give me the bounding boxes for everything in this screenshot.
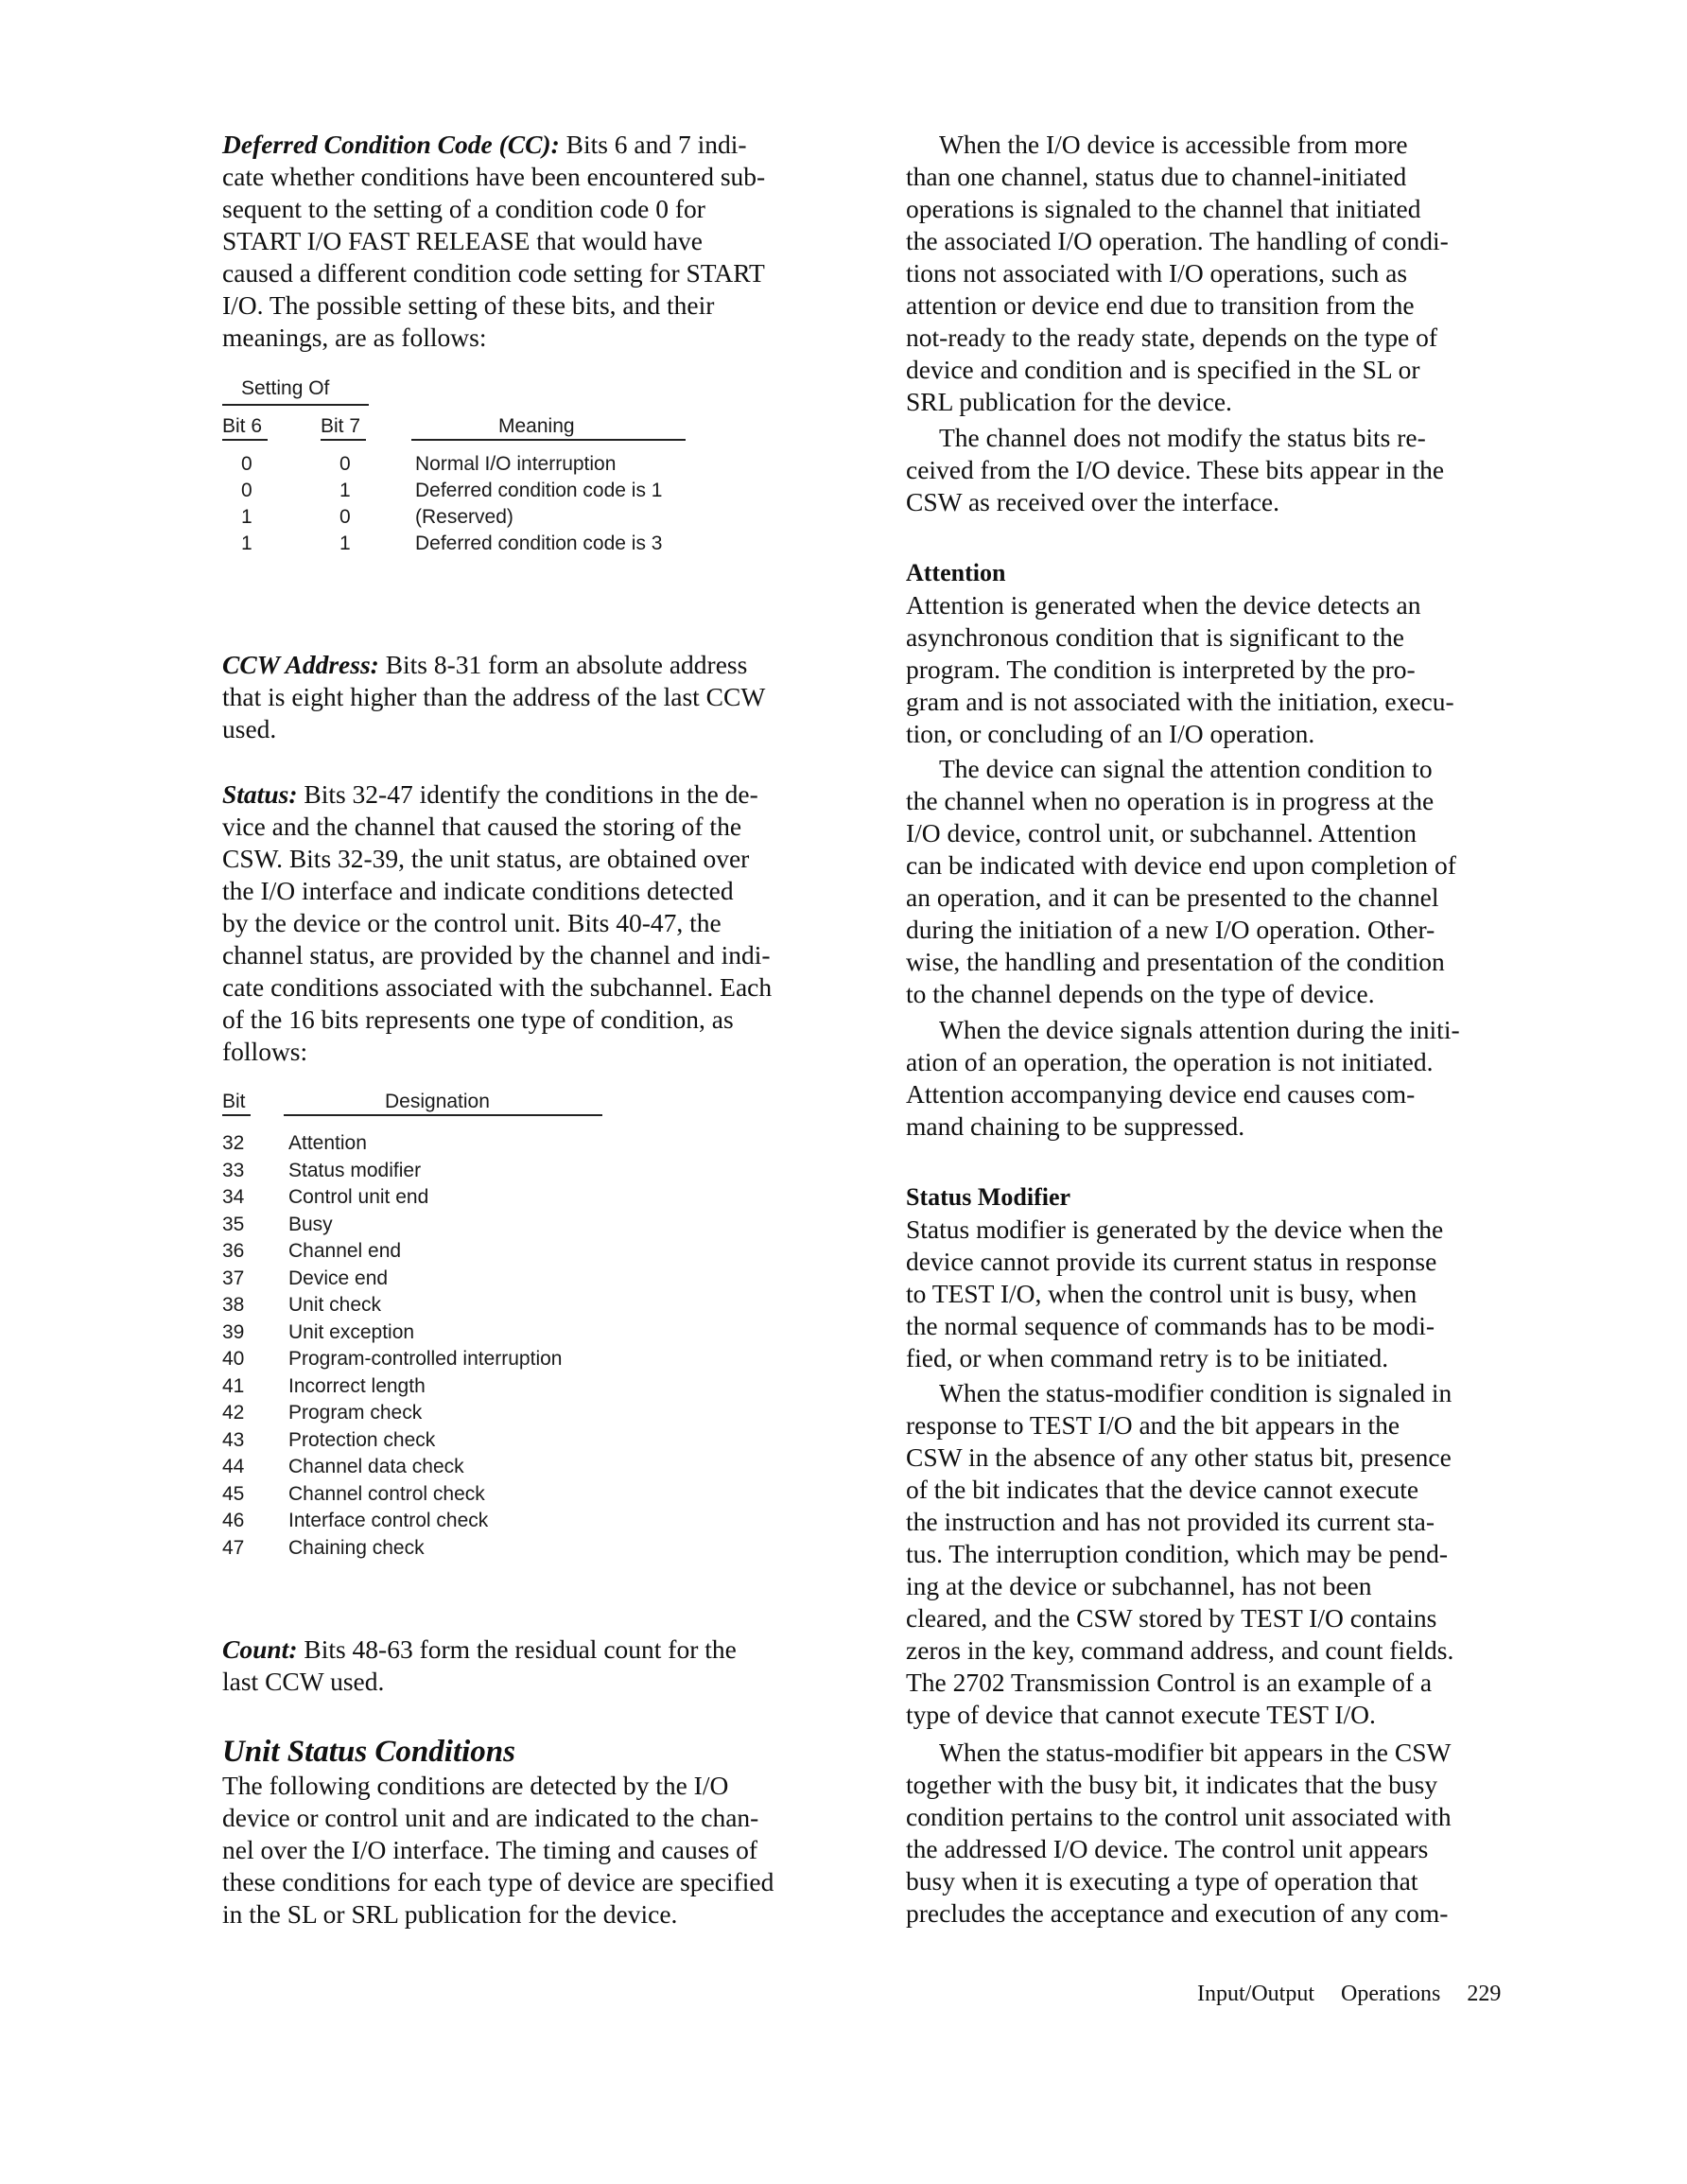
header-bit6: Bit 6 — [222, 415, 263, 437]
table-row: 33 Status modifier — [222, 1159, 422, 1181]
table-row: 41 Incorrect length — [222, 1374, 426, 1397]
table-row: 45 Channel control check — [222, 1482, 485, 1505]
group-header-rule — [222, 404, 369, 406]
attention-paragraph-1: Attention is generated when the device detects an asynchronous condition that is significant to the program. The condition is interpreted by the pro- gram and is not associated with the initiation, execu- tion, or concluding of an I/O operation. — [906, 590, 1454, 748]
table-row-cell: 1 — [241, 533, 252, 554]
header-designation-rule — [284, 1114, 602, 1116]
table-row-cell: Deferred condition code is 3 — [415, 533, 663, 554]
subheading-attention: Attention — [906, 559, 1006, 586]
table-row: 46 Interface control check — [222, 1510, 489, 1531]
status-modifier-paragraph-1: Status modifier is generated by the device when the device cannot provide its current status in response to TEST I/O, when the control unit is busy, when the normal sequence of commands has to be modi- fied, or when command retry is to be initiated. — [906, 1214, 1444, 1372]
table-row: 34 Control unit end — [222, 1186, 429, 1208]
table-row-cell: 0 — [241, 453, 252, 475]
table-row: 44 Channel data check — [222, 1456, 464, 1477]
table-row: 43 Protection check — [222, 1428, 436, 1451]
table-row: 38 Unit check — [222, 1294, 382, 1316]
unit-status-paragraph: The following conditions are detected by the I/O device or control unit and are indicated to the chan- nel over the I/O interface. The timing and causes of these conditions for each type of device are specified in the SL or SRL publication for the device. — [222, 1771, 774, 1929]
table-row-cell: Deferred condition code is 1 — [415, 480, 663, 501]
table-row: 36 Channel end — [222, 1240, 402, 1262]
header-meaning: Meaning — [498, 415, 575, 437]
table-row-cell: 1 — [241, 506, 252, 528]
page-footer — [1197, 1982, 1501, 2007]
ccw-address-paragraph: CCW Address: Bits 8-31 form an absolute address that is eight higher than the address of the last CCW used. — [222, 650, 766, 743]
deferred-cc-table — [222, 376, 695, 566]
deferred-cc-paragraph: Deferred Condition Code (CC): Bits 6 and 7 indi- cate whether conditions have been encountered sub- sequent to the setting of a condition code 0 for START I/O FAST RELEASE that would have caused a different condition code setting for START I/O. The possible setting of these bits, and their meanings, are as follows: — [222, 130, 766, 352]
table-row-cell: Normal I/O interruption — [415, 453, 617, 475]
attention-paragraph-3: When the device signals attention during the initi- ation of an operation, the operation is not initiated. Attention accompanying device end causes com- mand chaining to be suppressed. — [906, 1015, 1460, 1141]
count-paragraph: Count: Bits 48-63 form the residual count for the last CCW used. — [222, 1634, 737, 1696]
table-row: 39 Unit exception — [222, 1320, 415, 1343]
header-bit6-rule — [222, 439, 268, 441]
table-row: 42 Program check — [222, 1402, 423, 1424]
table-row: 32 Attention — [222, 1132, 367, 1154]
footer-chapter: Operations — [1341, 1982, 1441, 2006]
table-row: 35 Busy — [222, 1213, 333, 1235]
table-row-cell: 1 — [339, 480, 351, 501]
multi-channel-paragraph: When the I/O device is accessible from more than one channel, status due to channel-initiated operations is signaled to the channel that initiated the associated I/O operation. The handling of condi- tions not associated with I/O operations, such as attention or device end due to transition from the not-ready to the ready state, depends on the type of device and condition and is specified in the SL or SRL publication for the device. — [906, 130, 1449, 416]
table-row: 37 Device end — [222, 1267, 389, 1289]
status-modifier-paragraph-2: When the status-modifier condition is signaled in response to TEST I/O and the bit appears in the CSW in the absence of any other status bit, presence of the bit indicates that the device cannot execute the instruction and has not provided its current sta- tus. The interruption condition, which may be pend- ing at the device or subchannel, has not been cleared, and the CSW stored by TEST I/O contains zeros in the key, command address, and count fields. The 2702 Transmission Control is an example of a type of device that cannot execute TEST I/O. — [906, 1378, 1454, 1729]
header-meaning-rule — [411, 439, 686, 441]
status-modifier-paragraph-3: When the status-modifier bit appears in the CSW together with the busy bit, it indicates that the busy condition pertains to the control unit associated with the addressed I/O device. The control unit appears busy when it is executing a type of operation that precludes the acceptance and execution of any com- — [906, 1738, 1452, 1928]
footer-section: Input/Output — [1197, 1982, 1314, 2006]
ccw-address-runin: CCW Address: — [222, 650, 379, 679]
attention-paragraph-2: The device can signal the attention condition to the channel when no operation is in progress at the I/O device, control unit, or subchannel. Attention can be indicated with device end upon completion of an operation, and it can be presented to the channel during the initiation of a new I/O operation. Other- wise, the handling and presentation of the condition to the channel depends on the type of device. — [906, 754, 1456, 1008]
deferred-cc-runin: Deferred Condition Code (CC): — [222, 130, 560, 159]
header-bit7: Bit 7 — [321, 415, 361, 437]
header-bit-rule — [222, 1114, 251, 1116]
table-row-cell: 0 — [241, 480, 252, 501]
table-row-cell: 0 — [339, 453, 351, 475]
table-row: 40 Program-controlled interruption — [222, 1348, 563, 1370]
status-bits-table — [222, 1090, 619, 1581]
table-row-cell: 1 — [339, 533, 351, 554]
status-runin: Status: — [222, 779, 298, 809]
header-bit: Bit — [222, 1091, 246, 1112]
header-designation: Designation — [385, 1091, 490, 1112]
header-bit7-rule — [321, 439, 366, 441]
status-paragraph: Status: Bits 32-47 identify the conditions in the de- vice and the channel that caused the storing of the CSW. Bits 32-39, the unit status, are obtained over the I/O interface and indicate conditions detected by the device or the control unit. Bits 40-47, the channel status, are provided by the channel and indi- cate conditions associated with the subchannel. Each of the 16 bits represents one type of condition, as follows: — [222, 779, 773, 1066]
page-number: 229 — [1467, 1982, 1502, 2006]
table-row: 47 Chaining check — [222, 1536, 425, 1559]
section-heading-unit-status-conditions: Unit Status Conditions — [222, 1735, 515, 1769]
count-runin: Count: — [222, 1634, 298, 1664]
table-group-header: Setting Of — [241, 377, 330, 399]
subheading-status-modifier: Status Modifier — [906, 1183, 1071, 1211]
table-row-cell: 0 — [339, 506, 351, 528]
status-bits-unmodified-paragraph: The channel does not modify the status bits re- ceived from the I/O device. These bits appear in the CSW as received over the interface. — [906, 423, 1445, 516]
table-row-cell: (Reserved) — [415, 506, 513, 528]
